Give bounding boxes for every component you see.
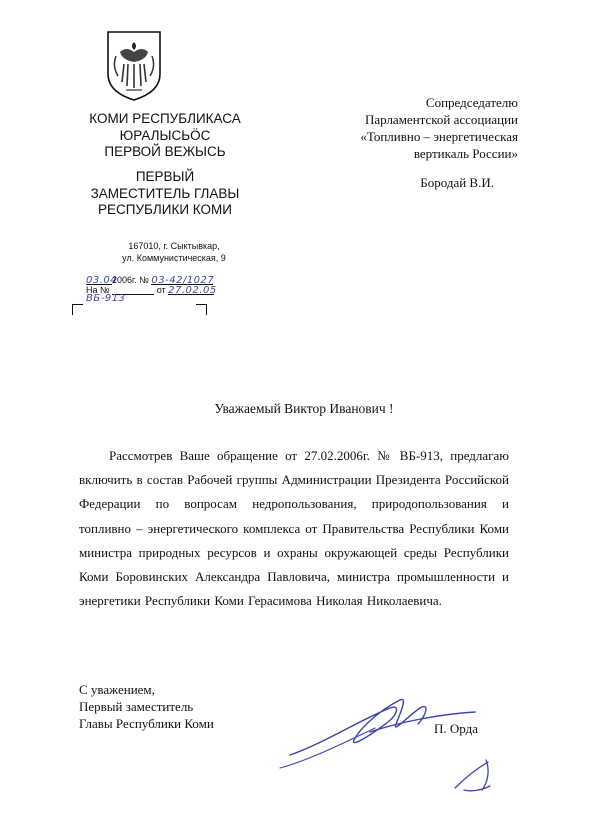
coat-of-arms-emblem bbox=[106, 30, 162, 102]
closing-line: Первый заместитель bbox=[79, 699, 194, 714]
recipient-line: Парламентской ассоциации bbox=[364, 112, 518, 127]
org-line: ПЕРВОЙ ВЕЖЫСЬ bbox=[104, 144, 226, 159]
recipient-name: Бородай В.И. bbox=[420, 175, 494, 190]
position-line: РЕСПУБЛИКИ КОМИ bbox=[98, 202, 232, 217]
address-corner-mark-left bbox=[72, 304, 83, 315]
closing-block bbox=[79, 681, 214, 732]
recipient-line: Сопредседателю bbox=[425, 95, 518, 110]
handwritten-ref-date: 27.02.05 bbox=[168, 285, 217, 296]
signer-name: П. Орда bbox=[434, 721, 478, 736]
recipient-line: вертикаль России» bbox=[413, 146, 518, 161]
year-label: 2006г. № bbox=[112, 275, 149, 285]
organization-name bbox=[60, 111, 270, 161]
position-line: ПЕРВЫЙ bbox=[135, 169, 195, 184]
letter-body: Рассмотрев Ваше обращение от 27.02.2006г. № ВБ-913, предлагаю включить в состав Рабочей группы Администрации Президента Российской Федерации по вопросам недропользования, природопользования и топливно – энергетического комплекса от Правительства Республики Коми министра природных ресурсов и охраны окружающей среды Республики Коми Боровинских Александра Павловича, министра промышленности и энергетики Республики Коми Герасимова Николая Николаевича. bbox=[79, 448, 509, 609]
sender-position bbox=[60, 169, 270, 219]
position-line: ЗАМЕСТИТЕЛЬ ГЛАВЫ bbox=[90, 185, 240, 201]
reference-registration-line bbox=[86, 285, 217, 304]
from-label: от bbox=[156, 285, 166, 295]
closing-line: С уважением, bbox=[79, 682, 155, 697]
address-corner-mark-right bbox=[196, 304, 207, 315]
handwritten-ref-number: ВБ-913 bbox=[86, 293, 126, 304]
letter-greeting: Уважаемый Виктор Иванович ! bbox=[214, 401, 394, 416]
handwritten-number: 03-42/1027 bbox=[151, 275, 215, 286]
org-line: ЮРАЛЫСЬÖС bbox=[119, 127, 211, 143]
handwritten-signature bbox=[250, 670, 510, 820]
recipient-block bbox=[328, 94, 518, 162]
on-label: На № bbox=[86, 285, 110, 295]
outgoing-registration-line bbox=[86, 275, 213, 285]
org-line: КОМИ РЕСПУБЛИКАСА bbox=[89, 111, 241, 126]
recipient-line: «Топливно – энергетическая bbox=[360, 129, 518, 144]
closing-line: Главы Республики Коми bbox=[79, 716, 214, 731]
handwritten-date: 03.04 bbox=[86, 275, 118, 286]
address-line: 167010, г. Сыктывкар, bbox=[128, 241, 220, 251]
sender-address bbox=[84, 240, 264, 264]
address-line: ул. Коммунистическая, 9 bbox=[122, 253, 226, 263]
